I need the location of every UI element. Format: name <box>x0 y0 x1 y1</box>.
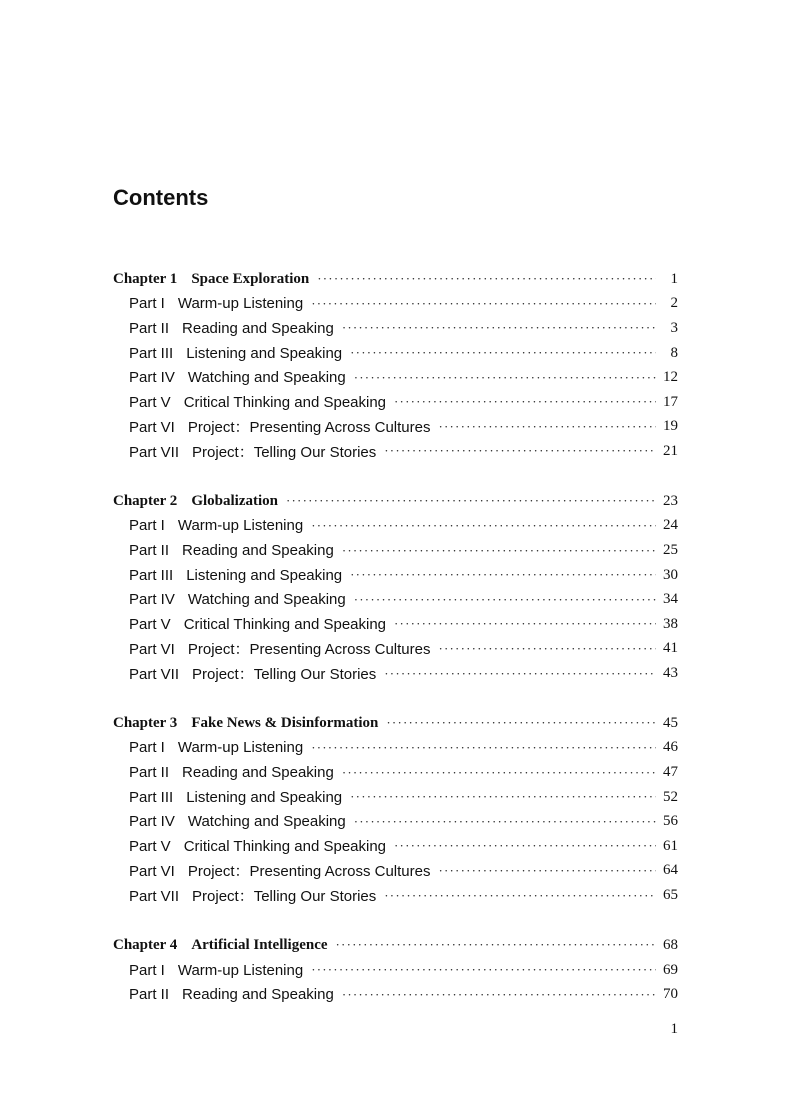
page-number: 1 <box>670 270 678 287</box>
part-title: Warm-up Listening <box>177 295 304 313</box>
chapter-block-3 <box>113 711 678 908</box>
part-number: Part IV <box>129 369 175 387</box>
part-title: Listening and Speaking <box>186 566 343 584</box>
chapter-block-2 <box>113 489 678 686</box>
part-entry[interactable] <box>113 809 678 834</box>
part-title: Reading and Speaking <box>182 319 334 337</box>
part-entry[interactable] <box>113 661 678 686</box>
part-number: Part V <box>129 393 171 411</box>
dot-leader <box>311 739 656 757</box>
part-title: Project：Telling Our Stories <box>192 888 377 906</box>
dot-leader <box>342 542 656 560</box>
chapter-entry[interactable] <box>113 489 678 514</box>
part-entry[interactable] <box>113 859 678 884</box>
part-number: Part VII <box>129 666 180 683</box>
part-entry[interactable] <box>113 292 678 317</box>
page-number: 70 <box>663 986 678 1003</box>
part-number: Part II <box>129 764 170 782</box>
part-entry[interactable] <box>113 538 678 563</box>
part-title: Critical Thinking and Speaking <box>183 615 387 633</box>
dot-leader <box>311 517 656 535</box>
dot-leader <box>350 788 656 806</box>
part-number: Part I <box>129 517 165 535</box>
part-title: Watching and Speaking <box>187 591 346 609</box>
page-number: 23 <box>663 492 678 509</box>
chapter-number: Chapter 4 <box>113 936 178 953</box>
chapter-title: Artificial Intelligence <box>191 936 328 953</box>
table-of-contents <box>113 267 678 1032</box>
dot-leader <box>311 295 656 313</box>
dot-leader <box>350 344 656 362</box>
page-number: 43 <box>663 665 678 681</box>
page-number: 8 <box>670 344 678 361</box>
part-number: Part I <box>129 739 165 757</box>
chapter-title: Globalization <box>191 492 278 509</box>
part-number: Part VI <box>129 641 175 659</box>
part-number: Part V <box>129 837 171 855</box>
page-number: 61 <box>663 837 678 854</box>
chapter-entry[interactable] <box>113 267 678 292</box>
dot-leader <box>354 369 656 387</box>
page-number: 2 <box>670 295 678 312</box>
part-title: Reading and Speaking <box>182 764 334 782</box>
dot-leader <box>438 418 656 436</box>
part-number: Part IV <box>129 591 175 609</box>
page-number: 21 <box>663 442 678 459</box>
page-number: 68 <box>663 936 678 953</box>
part-number: Part III <box>129 566 174 584</box>
dot-leader <box>336 936 656 954</box>
chapter-title: Space Exploration <box>191 270 310 287</box>
page-number: 45 <box>663 714 678 731</box>
dot-leader <box>438 862 656 880</box>
dot-leader <box>438 640 656 658</box>
chapter-number: Chapter 3 <box>113 714 178 731</box>
part-title: Project：Presenting Across Cultures <box>187 419 431 437</box>
chapter-block-1 <box>113 267 678 464</box>
part-title: Reading and Speaking <box>182 542 334 560</box>
dot-leader <box>311 961 656 979</box>
part-title: Warm-up Listening <box>177 517 304 535</box>
part-title: Watching and Speaking <box>187 369 346 387</box>
part-number: Part I <box>129 961 165 979</box>
part-number: Part VI <box>129 419 175 437</box>
part-entry[interactable] <box>113 785 678 810</box>
part-title: Listening and Speaking <box>186 788 343 806</box>
page-number: 69 <box>663 961 678 978</box>
part-entry[interactable] <box>113 637 678 662</box>
page-number: 38 <box>663 615 678 632</box>
part-number: Part II <box>129 542 170 560</box>
part-entry[interactable] <box>113 563 678 588</box>
dot-leader <box>386 714 656 732</box>
part-title: Listening and Speaking <box>186 344 343 362</box>
page-number: 25 <box>663 542 678 559</box>
chapter-block-4 <box>113 933 678 1007</box>
dot-leader <box>286 492 656 510</box>
chapter-entry[interactable] <box>113 711 678 736</box>
page-folio-number: 1 <box>670 1021 678 1037</box>
chapter-title: Fake News & Disinformation <box>191 714 379 731</box>
page-number: 47 <box>663 764 678 781</box>
part-entry[interactable] <box>113 341 678 366</box>
dot-leader <box>350 566 656 584</box>
part-entry[interactable] <box>113 958 678 983</box>
dot-leader <box>354 813 656 831</box>
part-entry[interactable] <box>113 514 678 539</box>
dot-leader <box>342 764 656 782</box>
part-entry[interactable] <box>113 982 678 1007</box>
dot-leader <box>317 270 656 288</box>
dot-leader <box>384 665 656 683</box>
dot-leader <box>394 393 656 411</box>
chapter-number: Chapter 1 <box>113 270 178 287</box>
page-number: 52 <box>663 788 678 805</box>
page-number: 24 <box>663 517 678 534</box>
dot-leader <box>394 615 656 633</box>
part-number: Part VI <box>129 863 175 881</box>
part-number: Part II <box>129 986 170 1004</box>
part-title: Reading and Speaking <box>182 986 334 1004</box>
part-entry[interactable] <box>113 415 678 440</box>
part-number: Part III <box>129 344 174 362</box>
chapter-entry[interactable] <box>113 933 678 958</box>
page-number: 3 <box>670 319 678 336</box>
part-entry[interactable] <box>113 883 678 908</box>
part-number: Part V <box>129 615 171 633</box>
part-title: Project：Telling Our Stories <box>192 443 377 461</box>
dot-leader <box>384 887 656 905</box>
page-number: 41 <box>663 640 678 657</box>
part-number: Part VII <box>129 443 180 461</box>
part-title: Warm-up Listening <box>177 961 304 979</box>
part-entry[interactable] <box>113 439 678 464</box>
part-title: Watching and Speaking <box>187 813 346 831</box>
dot-leader <box>354 591 656 609</box>
dot-leader <box>384 442 656 460</box>
dot-leader <box>342 319 656 337</box>
part-entry[interactable] <box>113 612 678 637</box>
part-number: Part III <box>129 788 174 806</box>
part-title: Warm-up Listening <box>177 739 304 757</box>
part-number: Part IV <box>129 813 175 831</box>
page-number: 19 <box>663 418 678 435</box>
page-number: 34 <box>663 591 678 608</box>
part-entry[interactable] <box>113 365 678 390</box>
part-title: Critical Thinking and Speaking <box>183 393 387 411</box>
part-title: Project：Presenting Across Cultures <box>187 641 431 659</box>
part-title: Critical Thinking and Speaking <box>183 837 387 855</box>
page-number: 17 <box>663 393 678 410</box>
dot-leader <box>394 837 656 855</box>
chapter-number: Chapter 2 <box>113 492 178 509</box>
page-number: 12 <box>663 369 678 386</box>
page-number: 46 <box>663 739 678 756</box>
part-number: Part VII <box>129 888 180 906</box>
page-number: 64 <box>663 862 678 879</box>
part-entry[interactable] <box>113 736 678 761</box>
page-number: 30 <box>663 566 678 583</box>
part-number: Part II <box>129 319 170 337</box>
part-entry[interactable] <box>113 390 678 415</box>
part-entry[interactable] <box>113 587 678 612</box>
page-number: 56 <box>663 813 678 830</box>
part-entry[interactable] <box>113 316 678 341</box>
part-entry[interactable] <box>113 760 678 785</box>
page-number: 65 <box>663 887 678 904</box>
page-title: Contents <box>113 185 209 210</box>
dot-leader <box>342 986 656 1004</box>
part-title: Project：Presenting Across Cultures <box>187 863 431 881</box>
part-title: Project：Telling Our Stories <box>192 666 377 683</box>
part-number: Part I <box>129 295 165 313</box>
part-entry[interactable] <box>113 834 678 859</box>
